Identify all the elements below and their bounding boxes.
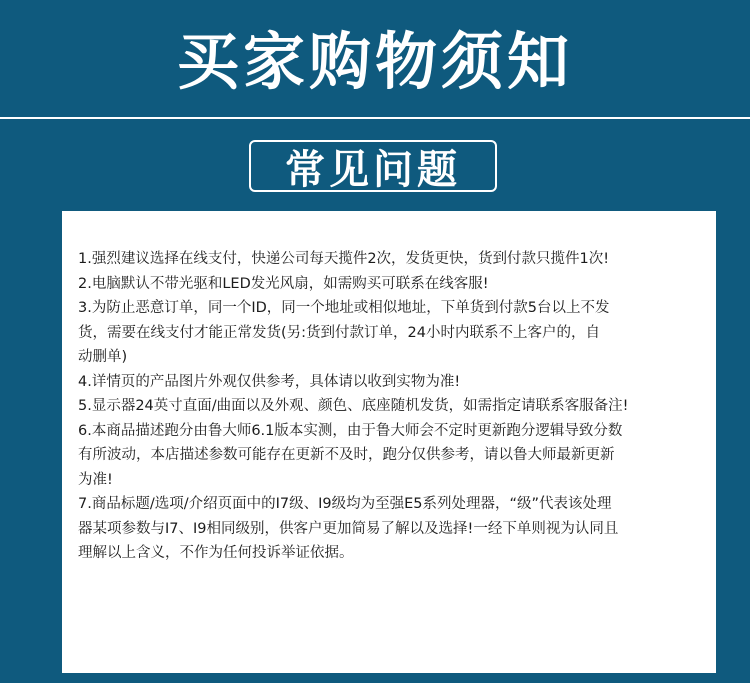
note-line: 货，需要在线支付才能正常发货(另:货到付款订单，24小时内联系不上客户的，自 [78,324,600,341]
note-line: 6.本商品描述跑分由鲁大师6.1版本实测，由于鲁大师会不定时更新跑分逻辑导致分数 [78,422,623,439]
page-title: 买家购物须知 [176,25,573,98]
faq-panel [62,211,716,673]
note-line: 7.商品标题/选项/介绍页面中的I7级、I9级均为至强E5系列处理器，“级”代表该处理 [78,496,612,512]
note-line: 动删单) [78,349,128,365]
note-line: 5.显示器24英寸直面/曲面以及外观、颜色、底座随机发货，如需指定请联系客服备注! [78,398,629,414]
note-line: 为准! [78,471,113,488]
note-line: 3.为防止恶意订单，同一个ID，同一个地址或相似地址，下单货到付款5台以上不发 [78,300,610,316]
note-line: 1.强烈建议选择在线支付，快递公司每天揽件2次，发货更快，货到付款只揽件1次! [78,251,610,267]
note-line: 4.详情页的产品图片外观仅供参考，具体请以收到实物为准! [78,373,461,390]
note-line: 器某项参数与I7、I9相同级别，供客户更加简易了解以及选择!一经下单则视为认同且 [78,520,619,537]
note-line: 2.电脑默认不带光驱和LED发光风扇，如需购买可联系在线客服! [78,275,489,292]
faq-heading: 常见问题 [249,140,497,192]
note-line: 理解以上含义，不作为任何投诉举证依据。 [78,545,354,561]
note-line: 有所波动，本店描述参数可能存在更新不及时，跑分仅供参考，请以鲁大师最新更新 [78,447,615,463]
title-divider [0,117,750,119]
